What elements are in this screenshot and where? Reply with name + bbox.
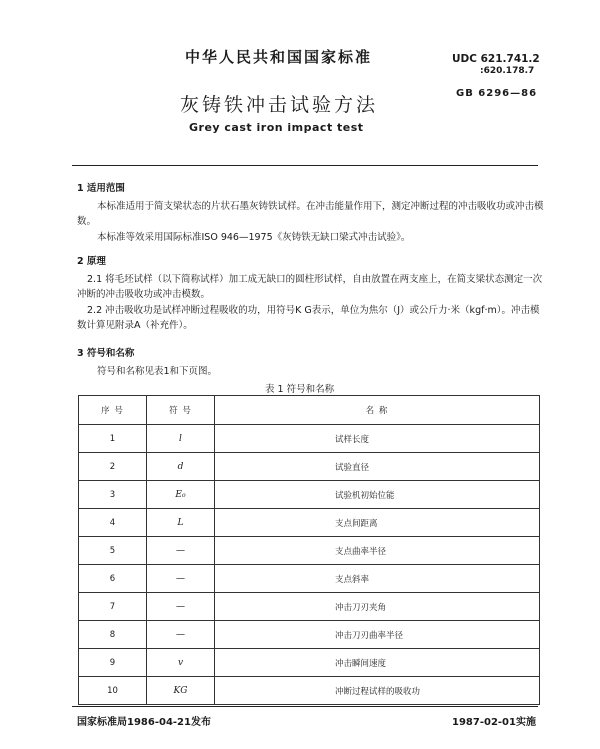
table-row <box>79 509 540 537</box>
table-header-row <box>79 396 540 425</box>
row-symbol: v <box>147 649 215 677</box>
row-no: 1 <box>79 425 147 453</box>
row-name: 试验机初始位能 <box>215 481 540 509</box>
row-name: 试样长度 <box>215 425 540 453</box>
section-3-heading: 3 符号和名称 <box>77 348 135 359</box>
document-title-en: Grey cast iron impact test <box>189 121 364 134</box>
row-no: 2 <box>79 453 147 481</box>
row-no: 8 <box>79 621 147 649</box>
table-row <box>79 565 540 593</box>
row-name: 冲击刀刃曲率半径 <box>215 621 540 649</box>
section-1-para-1: 本标准适用于简支梁状态的片状石墨灰铸铁试样。在冲击能量作用下，测定冲断过程的冲击吸收功或冲击模数。 <box>77 201 544 227</box>
row-symbol: — <box>147 537 215 565</box>
row-symbol: — <box>147 593 215 621</box>
table-row <box>79 621 540 649</box>
section-1-heading: 1 适用范围 <box>77 183 125 194</box>
table-row <box>79 453 540 481</box>
row-no: 7 <box>79 593 147 621</box>
table-row <box>79 481 540 509</box>
udc-code-line1: UDC 621.741.2 <box>452 53 540 65</box>
header-name: 名 称 <box>215 396 540 425</box>
header-no: 序 号 <box>79 396 147 425</box>
udc-code-line2: :620.178.7 <box>480 66 535 76</box>
section-3-para-1: 符号和名称见表1和下页图。 <box>97 366 218 377</box>
symbols-table <box>78 395 540 705</box>
row-symbol: d <box>147 453 215 481</box>
section-2-para-2: 2.2 冲击吸收功是试样冲断过程吸收的功，用符号K G表示，单位为焦尔（J）或公斤力·米（kgf·m）。冲击模数计算见附录A（补充件）。 <box>77 305 540 331</box>
section-1-para-2: 本标准等效采用国际标准ISO 946—1975《灰铸铁无缺口梁式冲击试验》。 <box>97 232 411 243</box>
row-symbol: — <box>147 565 215 593</box>
row-no: 4 <box>79 509 147 537</box>
section-2-heading: 2 原理 <box>77 256 106 267</box>
top-divider <box>72 165 538 166</box>
bottom-divider <box>72 706 538 707</box>
row-no: 9 <box>79 649 147 677</box>
issued-date: 国家标准局1986-04-21发布 <box>77 717 211 728</box>
table-row <box>79 593 540 621</box>
row-no: 3 <box>79 481 147 509</box>
header-symbol: 符 号 <box>147 396 215 425</box>
standard-org: 中华人民共和国国家标准 <box>185 48 373 66</box>
table-row <box>79 649 540 677</box>
row-symbol: E₀ <box>147 481 215 509</box>
row-name: 支点斜率 <box>215 565 540 593</box>
row-name: 冲断过程试样的吸收功 <box>215 677 540 705</box>
row-name: 冲击瞬间速度 <box>215 649 540 677</box>
table-row <box>79 425 540 453</box>
row-name: 试验直径 <box>215 453 540 481</box>
row-name: 冲击刀刃夹角 <box>215 593 540 621</box>
row-name: 支点间距离 <box>215 509 540 537</box>
row-symbol: KG <box>147 677 215 705</box>
row-name: 支点曲率半径 <box>215 537 540 565</box>
row-symbol: L <box>147 509 215 537</box>
row-symbol: l <box>147 425 215 453</box>
table-caption: 表 1 符号和名称 <box>265 384 335 395</box>
row-symbol: — <box>147 621 215 649</box>
table-row <box>79 677 540 705</box>
row-no: 5 <box>79 537 147 565</box>
gb-number: GB 6296—86 <box>456 88 538 99</box>
section-2-para-1: 2.1 将毛坯试样（以下简称试样）加工成无缺口的圆柱形试样，自由放置在两支座上，在简支梁状态测定一次冲断的冲击吸收功或冲击模数。 <box>77 274 543 300</box>
row-no: 6 <box>79 565 147 593</box>
document-title: 灰铸铁冲击试验方法 <box>180 94 379 116</box>
effective-date: 1987-02-01实施 <box>452 717 536 728</box>
table-row <box>79 537 540 565</box>
row-no: 10 <box>79 677 147 705</box>
